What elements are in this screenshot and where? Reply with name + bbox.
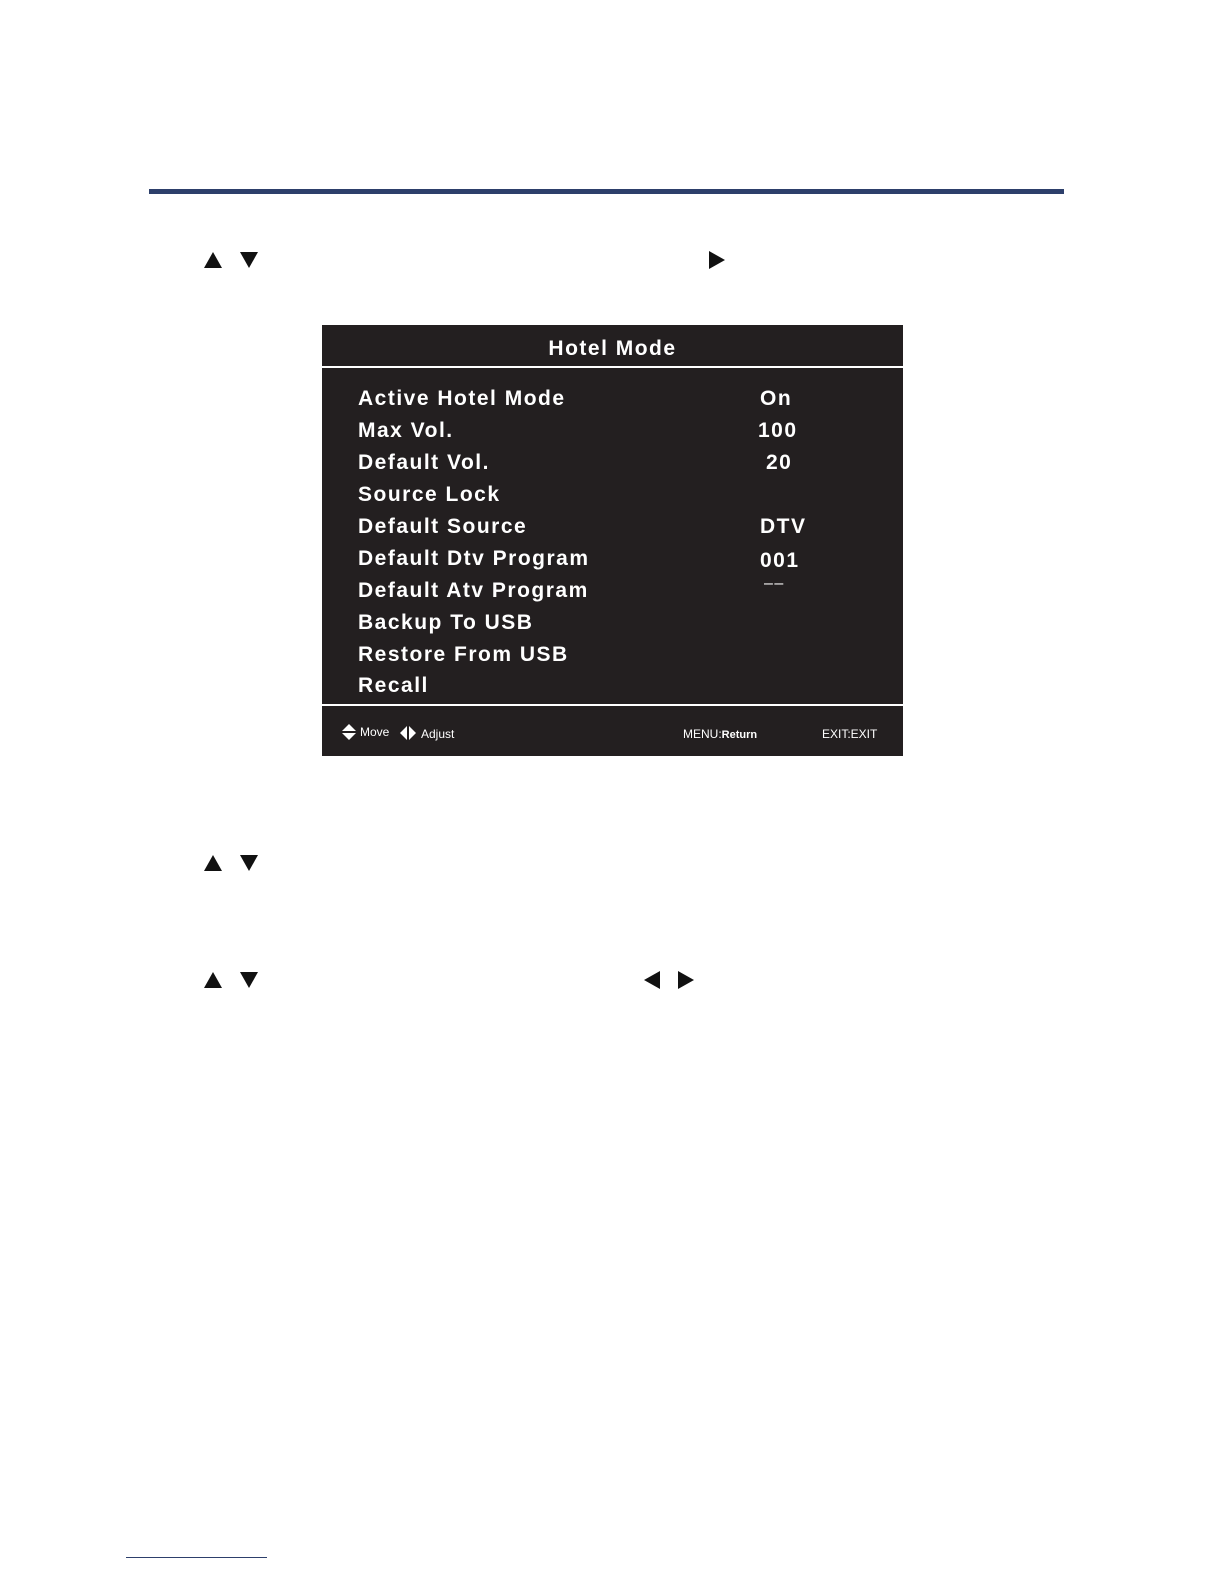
osd-divider-bottom: [322, 704, 903, 706]
menu-item-active-hotel-mode[interactable]: [358, 387, 878, 417]
up-arrow-icon: [204, 252, 222, 268]
footer-menu-prefix: MENU:: [683, 727, 722, 741]
menu-item-value: On: [760, 387, 793, 410]
menu-item-backup-to-usb[interactable]: [358, 611, 878, 641]
down-arrow-icon: [240, 252, 258, 268]
menu-item-label: Default Source: [358, 515, 528, 538]
menu-item-label: Active Hotel Mode: [358, 387, 566, 410]
menu-item-label: Restore From USB: [358, 643, 569, 666]
footer-exit-hint: EXIT:EXIT: [822, 727, 878, 741]
down-arrow-icon: [240, 855, 258, 871]
footer-move-label: Move: [360, 725, 390, 739]
menu-item-label: Backup To USB: [358, 611, 534, 634]
footer-rule: [126, 1557, 267, 1558]
menu-item-label: Source Lock: [358, 483, 501, 506]
menu-item-label: Recall: [358, 674, 429, 697]
up-arrow-icon: [204, 855, 222, 871]
left-arrow-icon: [644, 971, 660, 989]
move-icon: [342, 724, 356, 740]
adjust-icon: [400, 726, 416, 740]
right-arrow-icon: [678, 971, 694, 989]
menu-item-max-vol[interactable]: [358, 419, 878, 449]
menu-item-restore-from-usb[interactable]: [358, 643, 878, 673]
menu-item-default-atv-program[interactable]: [358, 575, 878, 609]
header-rule: [149, 189, 1064, 194]
menu-item-default-vol[interactable]: [358, 451, 878, 481]
osd-footer: [322, 723, 903, 747]
menu-item-value: ––: [764, 575, 785, 592]
menu-item-recall[interactable]: [358, 674, 878, 704]
up-arrow-icon: [204, 972, 222, 988]
menu-item-value: 001: [760, 549, 800, 572]
menu-item-default-source[interactable]: [358, 515, 878, 545]
osd-title: Hotel Mode: [548, 337, 677, 360]
footer-menu-hint: [683, 727, 757, 741]
menu-item-value: DTV: [760, 515, 807, 538]
menu-item-value: 100: [758, 419, 798, 442]
menu-item-label: Default Vol.: [358, 451, 490, 474]
menu-item-value: 20: [766, 451, 793, 474]
menu-item-label: Default Atv Program: [358, 579, 589, 602]
footer-menu-action: Return: [721, 729, 758, 741]
menu-item-label: Max Vol.: [358, 419, 454, 442]
hotel-mode-osd: [322, 325, 903, 756]
menu-item-source-lock[interactable]: [358, 483, 878, 513]
footer-adjust-label: Adjust: [421, 727, 455, 741]
down-arrow-icon: [240, 972, 258, 988]
menu-item-label: Default Dtv Program: [358, 547, 590, 570]
right-arrow-icon: [709, 251, 725, 269]
osd-divider-top: [322, 366, 903, 368]
menu-item-default-dtv-program[interactable]: [358, 547, 878, 577]
